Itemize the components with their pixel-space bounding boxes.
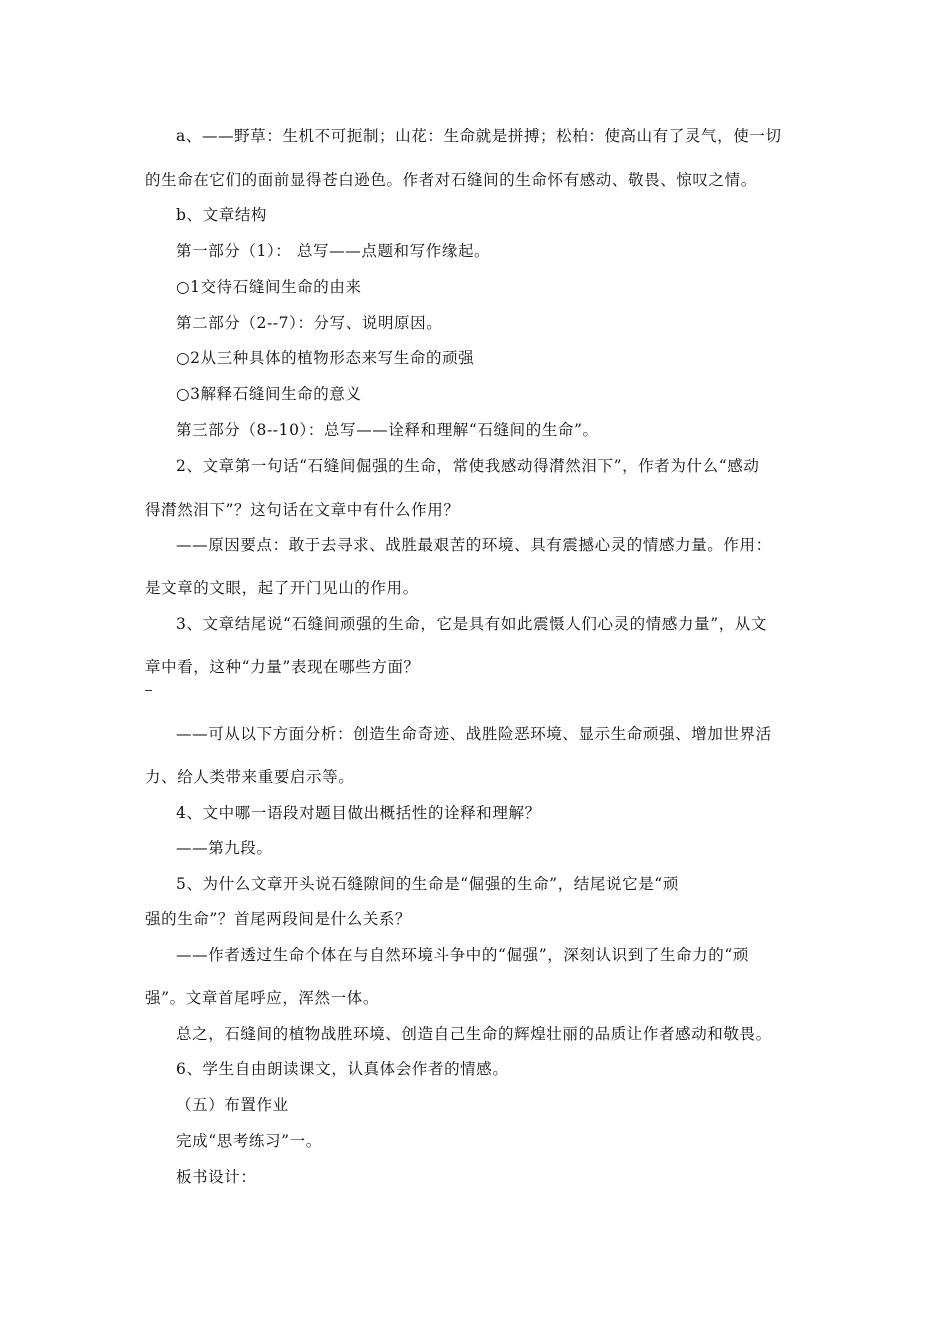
paragraph-line: ○1交待石缝间生命的由来 <box>176 278 362 296</box>
paragraph-line: b、文章结构 <box>176 206 268 224</box>
paragraph-line: ——第九段。 <box>176 839 273 857</box>
paragraph-line: 的生命在它们的面前显得苍白逊色。作者对石缝间的生命怀有感动、敬畏、惊叹之情。 <box>145 171 757 189</box>
paragraph-line: ○3解释石缝间生命的意义 <box>176 385 362 403</box>
paragraph-line: 力、给人类带来重要启示等。 <box>145 768 355 786</box>
paragraph-line: 板书设计： <box>176 1168 257 1186</box>
paragraph-line: 第二部分（2--7）：分写、说明原因。 <box>176 314 443 332</box>
paragraph-line: ——作者透过生命个体在与自然环境斗争中的“倔强”，深刻认识到了生命力的“顽 <box>176 946 749 964</box>
paragraph-line: 5、为什么文章开头说石缝隙间的生命是“倔强的生命”，结尾说它是“顽 <box>176 875 679 893</box>
paragraph-line: 强的生命”？首尾两段间是什么关系？ <box>145 910 412 928</box>
paragraph-line: ——原因要点：敢于去寻求、战胜最艰苦的环境、具有震撼心灵的情感力量。作用： <box>176 536 772 554</box>
paragraph-line: 2、文章第一句话“石缝间倔强的生命，常使我感动得潸然泪下”，作者为什么“感动 <box>176 457 760 475</box>
paragraph-line: 总之，石缝间的植物战胜环境、创造自己生命的辉煌壮丽的品质让作者感动和敬畏。 <box>176 1025 772 1043</box>
paragraph-line: ○2从三种具体的植物形态来写生命的顽强 <box>176 349 475 367</box>
paragraph-line: a、——野草：生机不可扼制；山花：生命就是拼搏；松柏：使高山有了灵气，使一切 <box>176 127 782 145</box>
text-marker <box>145 690 152 691</box>
paragraph-line: 完成“思考练习”一。 <box>176 1132 322 1150</box>
paragraph-line: （五）布置作业 <box>176 1096 289 1114</box>
paragraph-line: 强”。文章首尾呼应，浑然一体。 <box>145 989 379 1007</box>
paragraph-line: 3、文章结尾说“石缝间顽强的生命，它是具有如此震慑人们心灵的情感力量”，从文 <box>176 615 768 633</box>
paragraph-line: 第三部分（8--10）：总写——诠释和理解“石缝间的生命”。 <box>176 421 599 439</box>
paragraph-line: 是文章的文眼，起了开门见山的作用。 <box>145 579 419 597</box>
paragraph-line: 章中看，这种“力量”表现在哪些方面？ <box>145 658 420 676</box>
paragraph-line: 6、学生自由朗读课文，认真体会作者的情感。 <box>176 1060 509 1078</box>
paragraph-line: ——可从以下方面分析：创造生命奇迹、战胜险恶环境、显示生命顽强、增加世界活 <box>176 725 772 743</box>
paragraph-line: 4、文中哪一语段对题目做出概括性的诠释和理解？ <box>176 804 541 822</box>
paragraph-line: 第一部分（1）： 总写——点题和写作缘起。 <box>176 242 491 260</box>
paragraph-line: 得潸然泪下”？这句话在文章中有什么作用？ <box>145 501 460 519</box>
